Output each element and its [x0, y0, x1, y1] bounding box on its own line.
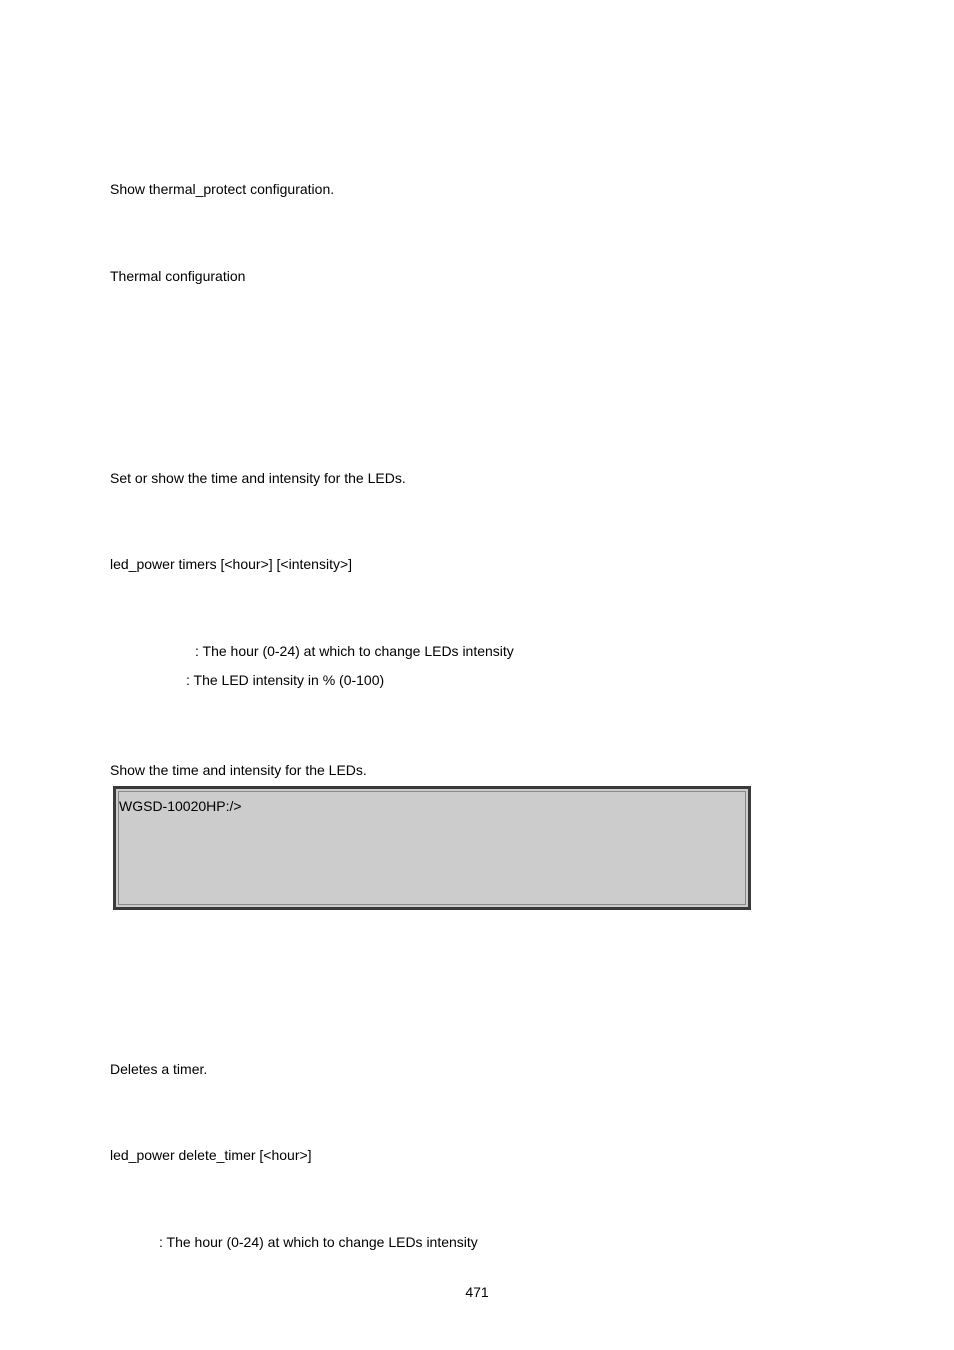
delete-timer-param-hour: : The hour (0-24) at which to change LEDs intensity [159, 1234, 478, 1250]
page-number: 471 [465, 1284, 489, 1300]
thermal-show-description: Show thermal_protect configuration. [110, 181, 335, 197]
console-prompt: WGSD-10020HP:/> [119, 798, 242, 814]
thermal-example-label: Thermal configuration [110, 268, 246, 284]
led-timers-example-description: Show the time and intensity for the LEDs. [110, 762, 367, 778]
delete-timer-syntax: led_power delete_timer [<hour>] [110, 1147, 312, 1163]
led-timers-param-intensity: : The LED intensity in % (0-100) [186, 672, 385, 688]
console-example-box [113, 786, 751, 910]
led-timers-param-hour: : The hour (0-24) at which to change LEDs intensity [195, 643, 514, 659]
delete-timer-description: Deletes a timer. [110, 1061, 208, 1077]
led-timers-description: Set or show the time and intensity for the LEDs. [110, 470, 406, 486]
led-timers-syntax: led_power timers [<hour>] [<intensity>] [110, 556, 353, 572]
